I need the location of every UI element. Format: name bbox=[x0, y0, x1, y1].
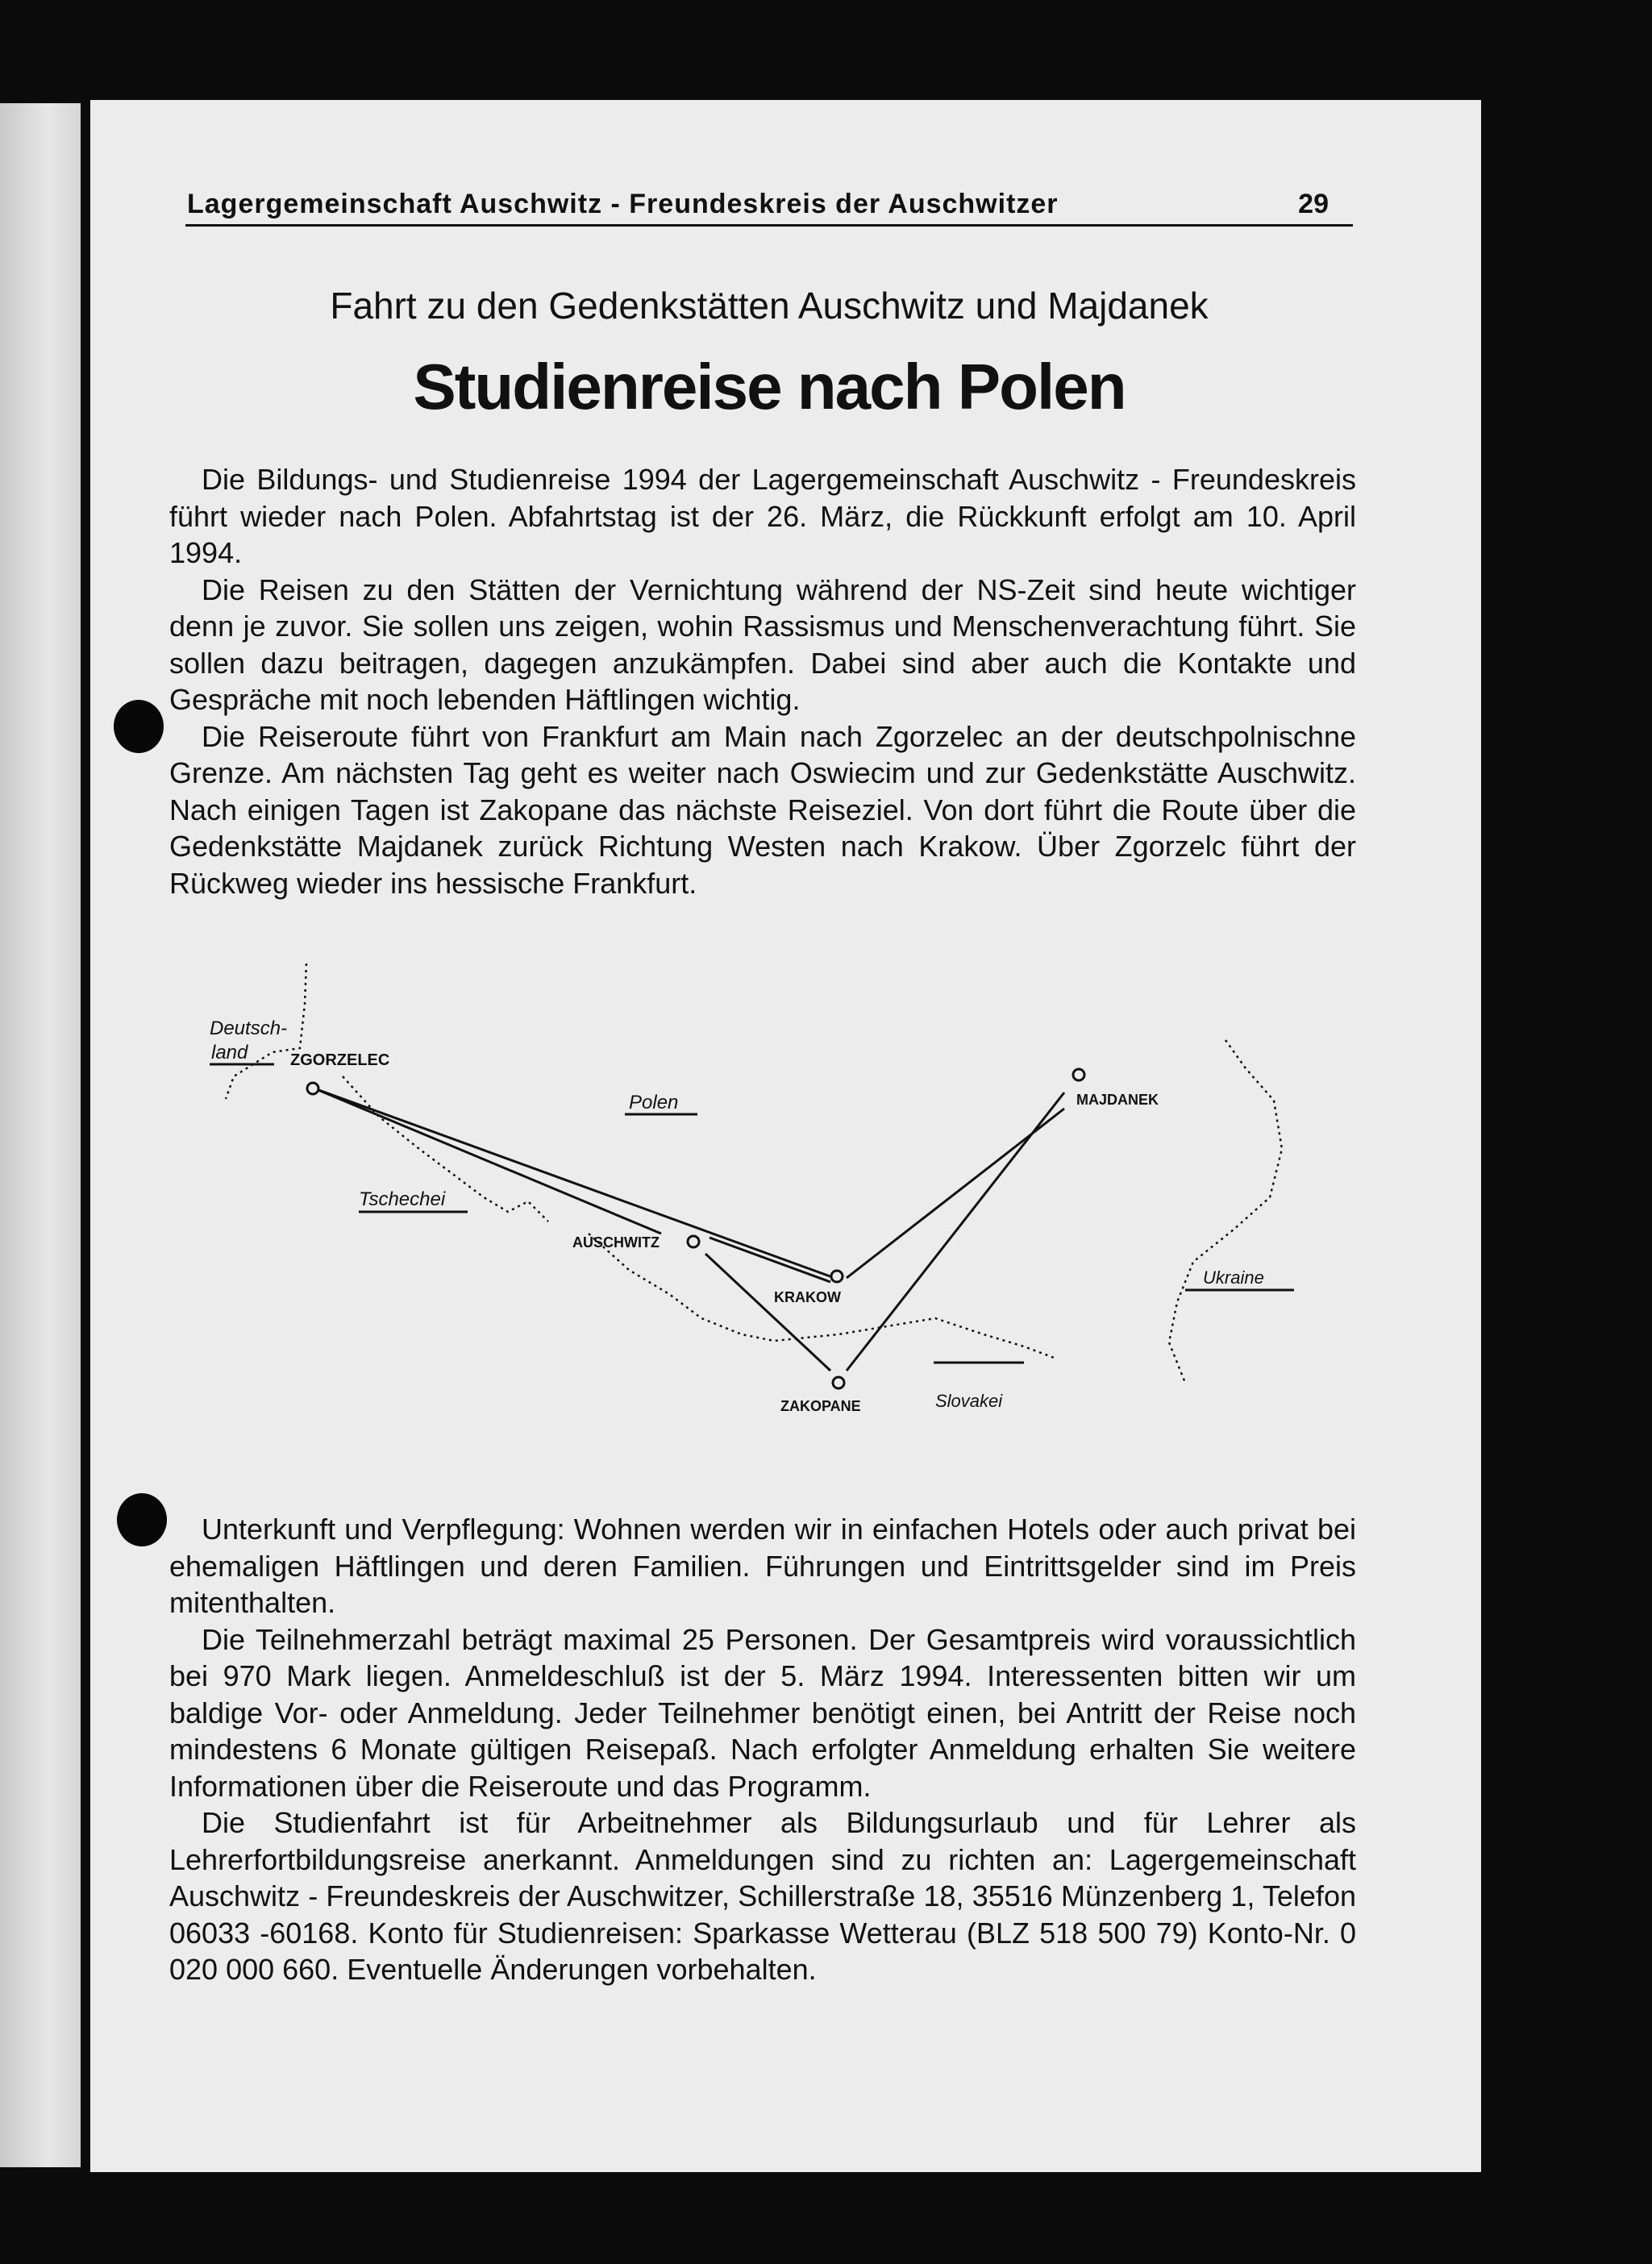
adjacent-page-edge bbox=[0, 103, 81, 2167]
article-subtitle: Fahrt zu den Gedenkstätten Auschwitz und Majdanek bbox=[330, 285, 1209, 327]
running-header bbox=[185, 179, 1353, 227]
label-ukraine: Ukraine bbox=[1203, 1267, 1264, 1288]
marker-zakopane bbox=[833, 1377, 844, 1388]
border-ukraine bbox=[1169, 1040, 1282, 1383]
punch-hole-upper bbox=[114, 700, 164, 753]
label-czech: Tschechei bbox=[359, 1188, 446, 1210]
header-title: Lagergemeinschaft Auschwitz - Freundeskreis der Auschwitzer bbox=[187, 189, 1059, 219]
label-slovakia: Slovakei bbox=[935, 1391, 1003, 1411]
label-zakopane: ZAKOPANE bbox=[780, 1398, 861, 1414]
paragraph-purpose: Die Reisen zu den Stätten der Vernichtung während der NS-Zeit sind heute wichtiger denn je zuvor. Sie sollen uns zeigen, wohin Rassismus und Menschenverachtung führt. Sie sollen dazu beitragen, dagegen anzukämpfen. Dabei sind aber auch die Kontakte und Gespräche mit noch lebenden Häftlingen wichtig. bbox=[169, 572, 1356, 716]
label-poland: Polen bbox=[629, 1092, 679, 1113]
article-body-bottom bbox=[169, 1511, 1356, 1988]
label-zgorzelec: ZGORZELEC bbox=[290, 1051, 390, 1069]
paragraph-accommodation: Unterkunft und Verpflegung: Wohnen werden wir in einfachen Hotels oder auch privat bei ehemaligen Häftlingen und deren Familien. Führungen und Eintrittsgelder sind im Preis mitenthalten. bbox=[169, 1513, 1356, 1619]
paragraph-route: Die Reiseroute führt von Frankfurt am Main nach Zgorzelec an der deutschpolnischne Grenze. Am nächsten Tag geht es weiter nach Oswiecim und zur Gedenkstätte Auschwitz. Nach einigen Tagen ist Zakopane das nächste Reiseziel. Von dort führt die Route über die Gedenkstätte Majdanek zurück Richtung Westen nach Krakow. Über Zgorzelc führt der Rückweg wieder ins hessische Frankfurt. bbox=[169, 719, 1356, 900]
label-majdanek: MAJDANEK bbox=[1076, 1092, 1159, 1108]
page-number: 29 bbox=[1298, 189, 1329, 219]
article-headline: Studienreise nach Polen bbox=[413, 351, 1126, 422]
marker-auschwitz bbox=[688, 1236, 699, 1247]
article-body-top bbox=[169, 461, 1356, 901]
route-map bbox=[210, 955, 1298, 1447]
label-krakow: KRAKOW bbox=[774, 1289, 841, 1305]
route-majdanek-krakow bbox=[847, 1109, 1064, 1278]
marker-krakow bbox=[831, 1271, 843, 1282]
label-germany-1: Deutsch- bbox=[210, 1018, 288, 1039]
label-auschwitz: AUSCHWITZ bbox=[572, 1234, 660, 1251]
marker-zgorzelec bbox=[307, 1083, 318, 1094]
paragraph-dates: Die Bildungs- und Studienreise 1994 der Lagergemeinschaft Auschwitz - Freundeskreis führt wieder nach Polen. Abfahrtstag ist der 26. März, die Rückkunft erfolgt am 10. April 1994. bbox=[169, 463, 1356, 569]
marker-majdanek bbox=[1073, 1069, 1084, 1080]
punch-hole-lower bbox=[117, 1493, 167, 1546]
route-auschwitz-zakopane bbox=[705, 1254, 830, 1371]
label-germany-2: land bbox=[211, 1042, 248, 1063]
paragraph-participants: Die Teilnehmerzahl beträgt maximal 25 Personen. Der Gesamtpreis wird voraussichtlich bei 970 Mark liegen. Anmeldeschluß ist der 5. März 1994. Interessenten bitten wir um baldige Vor- oder Anmeldung. Jeder Teilnehmer benötigt einen, bei Antritt der Reise noch mindestens 6 Monate gültigen Reisepaß. Nach erfolgter Anmeldung erhalten Sie weitere Informationen über die Reiseroute und das Programm. bbox=[169, 1622, 1356, 1803]
paragraph-registration: Die Studienfahrt ist für Arbeitnehmer als Bildungsurlaub und für Lehrer als Lehrerfortbildungsreise anerkannt. Anmeldungen sind zu richten an: Lagergemeinschaft Auschwitz - Freundeskreis der Auschwitzer, Schillerstraße 18, 35516 Münzenberg 1, Telefon 06033 -60168. Konto für Studienreisen: Sparkasse Wetterau (BLZ 518 500 79) Konto-Nr. 0 020 000 660. Eventuelle Änderungen vorbehalten. bbox=[169, 1806, 1356, 1986]
